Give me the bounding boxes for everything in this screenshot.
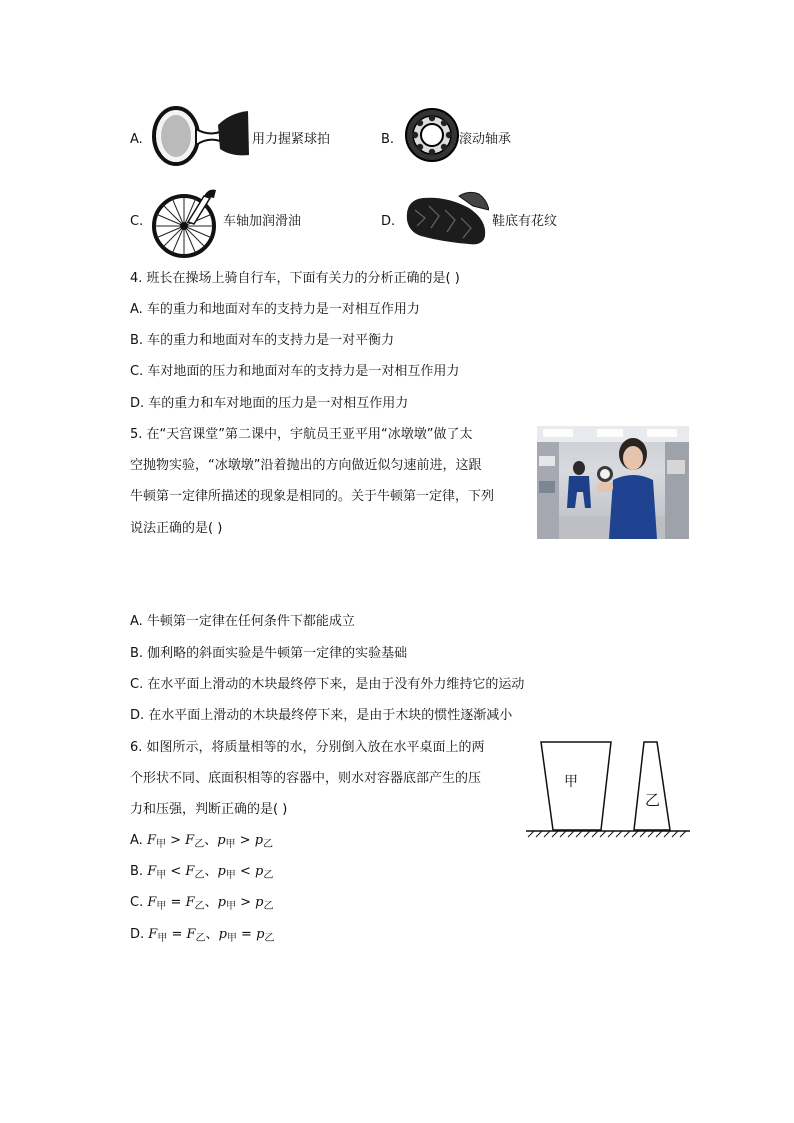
- option-letter: C.: [130, 895, 144, 910]
- pressure-symbol: p: [254, 864, 264, 879]
- force-symbol: F: [185, 864, 195, 879]
- option-a: [130, 832, 273, 851]
- option-d: [130, 926, 274, 945]
- separator: 、: [204, 895, 218, 910]
- relation: >: [170, 833, 182, 848]
- bearing-icon: [403, 106, 461, 164]
- relation: <: [239, 864, 251, 879]
- relation: =: [170, 895, 182, 910]
- relation: >: [239, 833, 251, 848]
- subscript: 乙: [263, 839, 274, 850]
- pressure-symbol: p: [217, 864, 226, 879]
- shoe-sole-icon: [403, 190, 489, 248]
- force-symbol: F: [185, 895, 195, 910]
- force-symbol: F: [147, 864, 157, 879]
- option-d: D. 在水平面上滑动的木块最终停下来，是由于木块的惯性逐渐减小: [130, 708, 513, 723]
- option-letter: D.: [381, 214, 396, 229]
- question-stem-line: 个形状不同、底面积相等的容器中，则水对容器底部产生的压: [130, 771, 482, 786]
- option-caption: 用力握紧球拍: [252, 132, 331, 147]
- subscript: 乙: [263, 901, 274, 912]
- question-stem-line: 牛顿第一定律所描述的现象是相同的。关于牛顿第一定律，下列: [130, 489, 495, 504]
- pressure-symbol: p: [217, 895, 226, 910]
- option-letter: C.: [130, 214, 144, 229]
- option-b: B. 伽利略的斜面实验是牛顿第一定律的实验基础: [130, 646, 408, 661]
- subscript: 乙: [194, 901, 205, 912]
- option-caption: 车轴加润滑油: [223, 214, 302, 229]
- subscript: 甲: [156, 870, 167, 881]
- racket-icon: [150, 105, 252, 167]
- option-letter: B.: [130, 864, 144, 879]
- relation: <: [170, 864, 182, 879]
- subscript: 乙: [194, 839, 205, 850]
- container-label-jia: 甲: [564, 774, 578, 790]
- wheel-oil-icon: [150, 186, 222, 258]
- question-stem-line: 力和压强，判断正确的是( ): [130, 802, 288, 817]
- option-c: C. 车对地面的压力和地面对车的支持力是一对相互作用力: [130, 364, 460, 379]
- separator: 、: [204, 864, 218, 879]
- pressure-symbol: p: [218, 927, 227, 942]
- force-symbol: F: [186, 927, 196, 942]
- subscript: 乙: [263, 870, 274, 881]
- option-d: D. 车的重力和车对地面的压力是一对相互作用力: [130, 396, 409, 411]
- subscript: 甲: [226, 933, 237, 944]
- option-b: [130, 863, 273, 882]
- option-c: [130, 894, 273, 913]
- option-c: C. 在水平面上滑动的木块最终停下来，是由于没有外力维持它的运动: [130, 677, 525, 692]
- subscript: 甲: [155, 839, 166, 850]
- subscript: 甲: [225, 870, 236, 881]
- relation: =: [241, 927, 252, 942]
- subscript: 乙: [194, 870, 205, 881]
- subscript: 甲: [225, 901, 236, 912]
- relation: =: [171, 927, 183, 942]
- force-symbol: F: [146, 833, 156, 848]
- question-stem-line: 说法正确的是( ): [130, 521, 223, 536]
- question-stem: 4. 班长在操场上骑自行车，下面有关力的分析正确的是( ): [130, 271, 460, 286]
- subscript: 甲: [225, 839, 236, 850]
- option-a: A. 车的重力和地面对车的支持力是一对相互作用力: [130, 302, 420, 317]
- option-letter: D.: [130, 927, 145, 942]
- pressure-symbol: p: [255, 895, 264, 910]
- space-station-photo: [537, 426, 689, 539]
- option-a: A. 牛顿第一定律在任何条件下都能成立: [130, 614, 355, 629]
- container-yi: [634, 742, 670, 830]
- option-caption: 滚动轴承: [459, 132, 512, 147]
- force-symbol: F: [148, 927, 158, 942]
- option-letter: A.: [130, 833, 143, 848]
- separator: 、: [205, 927, 219, 942]
- subscript: 乙: [195, 933, 206, 944]
- containers-diagram: [524, 738, 692, 842]
- subscript: 乙: [264, 933, 275, 944]
- pressure-symbol: p: [254, 833, 264, 848]
- astronaut-photo-icon: [537, 426, 689, 539]
- option-letter: B.: [381, 132, 395, 147]
- option-caption: 鞋底有花纹: [492, 214, 558, 229]
- container-label-yi: 乙: [645, 791, 661, 809]
- question-stem-line: 6. 如图所示，将质量相等的水，分别倒入放在水平桌面上的两: [130, 740, 485, 755]
- subscript: 甲: [157, 933, 168, 944]
- option-letter: A.: [130, 132, 143, 147]
- pressure-symbol: p: [217, 833, 226, 848]
- question-stem-line: 空抛物实验，“冰墩墩”沿着抛出的方向做近似匀速前进，这跟: [130, 458, 482, 473]
- subscript: 甲: [156, 901, 167, 912]
- option-b: B. 车的重力和地面对车的支持力是一对平衡力: [130, 333, 395, 348]
- separator: 、: [204, 833, 218, 848]
- relation: >: [240, 895, 251, 910]
- force-symbol: F: [185, 833, 195, 848]
- force-symbol: F: [147, 895, 157, 910]
- pressure-symbol: p: [256, 927, 265, 942]
- question-stem-line: 5. 在“天宫课堂”第二课中，宇航员王亚平用“冰墩墩”做了太: [130, 427, 473, 442]
